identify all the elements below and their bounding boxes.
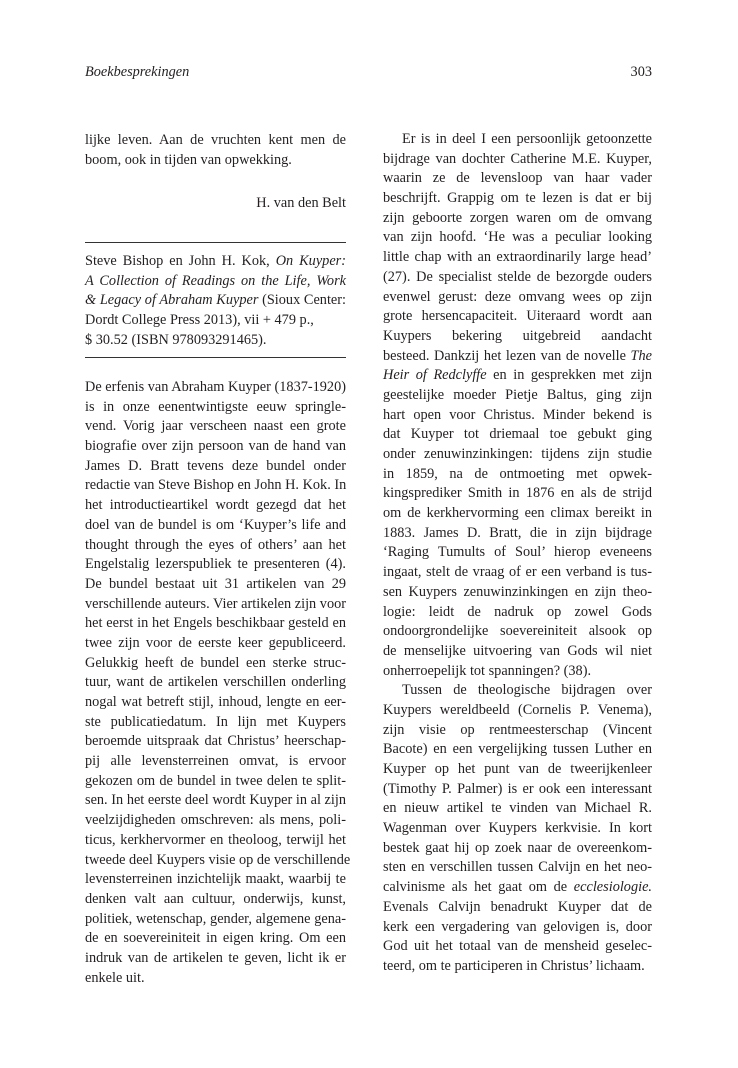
- text-line: Kuypers wereldbeeld (Cornelis P. Venema),: [383, 701, 652, 718]
- book-citation: [85, 252, 346, 350]
- italic-text: A Collection of Readings on the Life, Work: [85, 272, 346, 289]
- text-line: James D. Bratt tevens deze bundel onder: [85, 457, 346, 474]
- text-line: ticus, kerkhervormer en theoloog, terwijl het: [85, 831, 346, 848]
- text-line: onder zenuwinzinkingen: tijdens zijn studie: [383, 446, 652, 462]
- text-line: 1883. James D. Bratt, die in zijn bijdrage: [383, 524, 652, 541]
- text-line: Bacote) en een vergelijking tussen Luther en: [383, 741, 652, 758]
- review-body-right: [383, 130, 652, 977]
- text-line: bestek gaat hij op zoek naar de overeenkom-: [383, 839, 652, 856]
- reviewer-signature: [85, 194, 346, 214]
- review-body-left: [85, 378, 351, 988]
- text-line: Kuyper op het punt van de tweerijkenleer: [383, 761, 652, 777]
- text-line: beroemde uitspraak dat Christus’ heerschap-: [85, 733, 346, 750]
- text-line: twee zijn voor de eerste keer gepubliceerd.: [85, 634, 346, 651]
- text-line: pij alle levensterreinen omvat, is ervoor: [85, 753, 346, 770]
- text-line: lijke leven. Aan de vruchten kent men de: [85, 132, 346, 148]
- italic-text: & Legacy of Abraham Kuyper: [85, 292, 259, 309]
- text-line: Dordt College Press 2013), vii + 479 p.,: [85, 312, 314, 329]
- text-line: evenwel gerust: deze omvang wees op zijn: [383, 288, 652, 305]
- divider-top: [85, 242, 346, 243]
- text-line: dat Kuyper tot driemaal toe gebukt ging: [383, 426, 652, 443]
- text-line: (Timothy P. Palmer) is er ook een interessant: [383, 780, 652, 797]
- text-line: ingaat, stelt de vraag of er een verband is tus-: [383, 564, 652, 581]
- text-line: tuur, want de artikelen verschillen onderling: [85, 674, 346, 691]
- text-line: $ 30.52 (ISBN 978093291465).: [85, 331, 267, 348]
- text-line: [383, 347, 652, 367]
- text-line: sen Kuypers zenuwinzinkingen en zijn theo-: [383, 583, 652, 600]
- text-line: zijn visie op rentmeesterschap (Vincent: [383, 721, 652, 738]
- italic-text: Heir of Redclyffe: [383, 367, 487, 384]
- text-line: het eerst in het Engels beschikbaar gesteld en: [85, 615, 346, 632]
- italic-text: The: [630, 347, 652, 364]
- text-segment: besteed. Dankzij het lezen van de novelle: [383, 347, 631, 364]
- text-line: De erfenis van Abraham Kuyper (1837-1920): [85, 379, 346, 395]
- text-line: Wagenman over Kuypers kerkvisie. In kort: [383, 820, 652, 837]
- text-line: boom, ook in tijden van opwekking.: [85, 151, 292, 168]
- italic-text: ecclesiologie.: [573, 879, 652, 896]
- text-line: van zijn hoofd. ‘He was a peculiar looking: [383, 229, 652, 246]
- text-line: ste publicatiedatum. In lijn met Kuypers: [85, 713, 346, 730]
- text-segment: en in gesprekken met zijn: [486, 367, 653, 384]
- text-line: kerk een vergadering van gelovigen is, door: [383, 918, 652, 935]
- italic-text: On Kuyper:: [275, 253, 346, 269]
- text-line: [383, 878, 652, 898]
- text-line: politiek, wetenschap, gender, algemene gena-: [85, 910, 346, 927]
- text-line: en nieuw artikel te vinden van Michael R.: [383, 800, 652, 817]
- text-line: biografie over zijn persoon van de hand van: [85, 438, 346, 455]
- page-number: 303: [630, 64, 652, 80]
- text-line: bijdrage van dochter Catherine M.E. Kuyper,: [383, 150, 652, 167]
- text-line: hart open voor Christus. Minder bekend is: [383, 406, 652, 423]
- text-line: [383, 366, 652, 386]
- review-closing: [85, 131, 346, 170]
- text-line: het introductieartikel wordt gezegd dat het: [85, 497, 346, 514]
- text-line: levensterreinen inzichtelijk maakt, waarbij te: [85, 871, 346, 888]
- text-line: Gelukkig heeft de bundel een sterke struc-: [85, 654, 346, 671]
- text-line: verschillende auteurs. Vier artikelen zijn voor: [85, 595, 346, 612]
- text-line: Kuypers bekering uitgebreid aandacht: [383, 327, 652, 344]
- text-line: teerd, om te participeren in Christus’ lichaam.: [383, 957, 645, 974]
- text-line: de menselijke uitvoering van Gods wil niet: [383, 642, 652, 659]
- text-line: beschrijft. Grappig om te lezen is dat er bij: [383, 190, 652, 207]
- text-line: thought through the eyes of others’ aan het: [85, 536, 346, 553]
- text-line: indruk van de artikelen te geven, licht ik er: [85, 949, 346, 966]
- text-line: zijn geboorte zorgen waren om de omvang: [383, 209, 652, 226]
- text-line: om de kerkhervorming een climax bereikt in: [383, 505, 652, 522]
- text-line: logie: leidt de nadruk op zowel Gods: [383, 603, 652, 620]
- text-line: [85, 291, 346, 311]
- text-line: God uit het totaal van de mensheid geselec-: [383, 938, 652, 955]
- text-line: Engelstalig lezerspubliek te presenteren (4).: [85, 556, 346, 573]
- text-line: [85, 252, 346, 272]
- text-line: veelzijdigheden omschreven: als mens, poli-: [85, 812, 346, 829]
- text-line: geestelijke moeder Pietje Baltus, ging zijn: [383, 386, 652, 403]
- text-line: kingsprediker Smith in 1876 en als de strijd: [383, 485, 652, 502]
- text-segment: Steve Bishop en John H. Kok,: [85, 253, 276, 269]
- running-head: Boekbesprekingen: [85, 64, 190, 80]
- text-line: little chap with an extraordinarily large head’: [383, 249, 652, 266]
- text-line: grote hersencapaciteit. Uiteraard wordt aan: [383, 308, 652, 325]
- text-line: gekozen om de bundel in twee delen te split-: [85, 772, 346, 789]
- text-line: de en soevereiniteit in eigen kring. Om een: [85, 930, 346, 947]
- text-line: vend. Vorig jaar verscheen naast een grote: [85, 418, 346, 435]
- text-line: enkele uit.: [85, 969, 145, 986]
- text-segment: calvinisme als het gaat om de: [383, 879, 574, 896]
- text-line: is in onze eenentwintigste eeuw springle-: [85, 398, 346, 415]
- text-line: Evenals Calvijn benadrukt Kuyper dat de: [383, 898, 652, 915]
- text-line: onherroepelijk tot spanningen? (38).: [383, 662, 592, 679]
- text-line: in 1859, na de ontmoeting met opwek-: [383, 465, 652, 482]
- text-line: ‘Raging Tumults of Soul’ hierop eveneens: [383, 544, 652, 561]
- text-line: doel van de bundel is om ‘Kuyper’s life and: [85, 516, 346, 533]
- text-line: nogal wat betreft stijl, inhoud, lengte en eer-: [85, 694, 346, 710]
- text-line: redactie van Steve Bishop en John H. Kok. In: [85, 477, 347, 494]
- text-line: sten en verschillen tussen Calvijn en het neo-: [383, 859, 652, 876]
- text-line: Tussen de theologische bijdragen over: [402, 682, 652, 699]
- text-line: Er is in deel I een persoonlijk getoonzette: [402, 131, 652, 147]
- text-line: [85, 272, 346, 292]
- text-line: De bundel bestaat uit 31 artikelen van 29: [85, 575, 346, 592]
- text-line: ondoorgrondelijke soevereiniteit alsook op: [383, 623, 652, 640]
- text-line: tweede deel Kuypers visie op de verschillende: [85, 851, 351, 868]
- text-line: waarin ze de levensloop van haar vader: [383, 170, 652, 187]
- text-line: sen. In het eerste deel wordt Kuyper in al zijn: [85, 792, 346, 809]
- signature-name: H. van den Belt: [256, 195, 346, 211]
- text-line: (27). De specialist stelde de bezorgde ouders: [383, 268, 652, 285]
- text-line: denken valt aan cultuur, onderwijs, kunst,: [85, 890, 346, 907]
- text-segment: (Sioux Center:: [258, 292, 347, 309]
- divider-bottom: [85, 357, 346, 358]
